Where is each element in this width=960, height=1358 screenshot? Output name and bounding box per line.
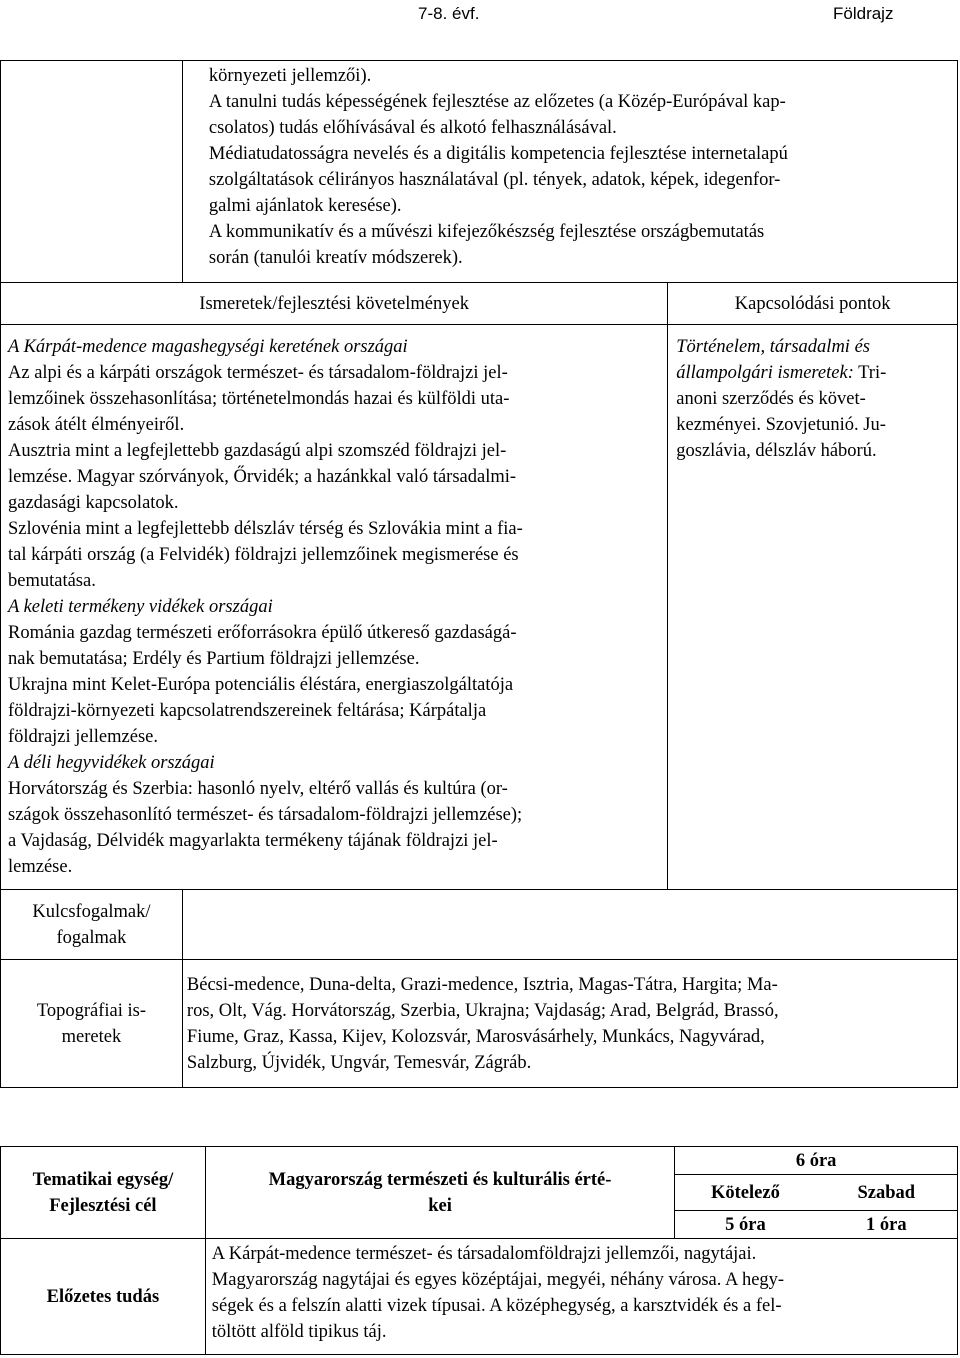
title-line: kei bbox=[428, 1195, 452, 1216]
connection-subject: Történelem, társadalmi és bbox=[676, 337, 870, 357]
table-row bbox=[1, 283, 958, 325]
text-line: Fiume, Graz, Kassa, Kijev, Kolozsvár, Marosvásárhely, Munkács, Nagyvárad, bbox=[186, 1027, 765, 1047]
topography-label bbox=[1, 960, 183, 1088]
mandatory-hours: 5 óra bbox=[675, 1211, 816, 1239]
keywords-content bbox=[182, 890, 957, 960]
table-row bbox=[1, 960, 958, 1088]
connection-text: anoni szerződés és követ- bbox=[676, 389, 866, 409]
label-line: meretek bbox=[61, 1026, 122, 1047]
text-line: Ukrajna mint Kelet-Európa potenciális éléstára, energiaszolgáltatója bbox=[8, 675, 514, 695]
subsection-title: A déli hegyvidékek országai bbox=[8, 753, 215, 773]
text-line: zások átélt élményeiről. bbox=[8, 415, 185, 435]
requirements-header: Ismeretek/fejlesztési követelmények bbox=[1, 283, 668, 325]
connection-line bbox=[676, 412, 957, 438]
text-line: nak bemutatása; Erdély és Partium földrajzi jellemzése. bbox=[8, 649, 420, 669]
text-line: A Kárpát-medence természet- és társadalomföldrajzi jellemzői, nagytájai. bbox=[211, 1244, 757, 1264]
connection-line bbox=[676, 438, 957, 464]
table-row bbox=[1, 325, 958, 890]
label-line: Fejlesztési cél bbox=[49, 1195, 157, 1216]
hours-total: 6 óra bbox=[675, 1147, 958, 1175]
text-line: Magyarország nagytájai és egyes középtájai, megyéi, néhány városa. A hegy- bbox=[211, 1270, 785, 1290]
text-line: földrajzi jellemzése. bbox=[8, 727, 158, 747]
text-line: ségek és a felszín alatti vizek típusai. A középhegység, a karsztvidék és a fel- bbox=[211, 1296, 782, 1316]
unit-label bbox=[1, 1147, 206, 1239]
text-line: lemzése. Magyar szórványok, Őrvidék; a hazánkkal való társadalmi- bbox=[8, 467, 517, 487]
text-line: során (tanulói kreatív módszerek). bbox=[208, 248, 463, 268]
text-line: bemutatása. bbox=[8, 571, 96, 591]
label-line: fogalmak bbox=[56, 927, 127, 948]
empty-cell bbox=[1, 61, 183, 283]
curriculum-table bbox=[0, 60, 958, 1088]
text-line: ros, Olt, Vág. Horvátország, Szerbia, Ukrajna; Vajdaság; Arad, Belgrád, Brassó, bbox=[186, 1001, 779, 1021]
free-label: Szabad bbox=[816, 1175, 958, 1211]
header-grade: 7-8. évf. bbox=[418, 4, 480, 23]
text-line: lemzőinek összehasonlítása; történetelmondás hazai és külföldi uta- bbox=[8, 389, 510, 409]
top-description-cell bbox=[182, 61, 957, 283]
connection-text: goszlávia, délszláv háború. bbox=[676, 441, 877, 461]
text-line: A kommunikatív és a művészi kifejezőkészség fejlesztése országbemutatás bbox=[208, 222, 765, 242]
subsection-title: A Kárpát-medence magashegységi keretének országai bbox=[8, 337, 408, 357]
prior-knowledge-content bbox=[205, 1239, 957, 1355]
text-line: Médiatudatosságra nevelés és a digitális kompetencia fejlesztése internetalapú bbox=[208, 144, 788, 164]
connection-subject: állampolgári ismeretek: bbox=[676, 363, 854, 383]
requirements-cell bbox=[1, 325, 668, 890]
connection-line bbox=[676, 360, 957, 386]
free-hours: 1 óra bbox=[816, 1211, 958, 1239]
unit-title bbox=[205, 1147, 674, 1239]
label-line: Kulcsfogalmak/ bbox=[32, 901, 151, 922]
connection-text: Tri- bbox=[853, 363, 887, 383]
text-line: szágok összehasonlító természet- és társadalom-földrajzi jellemzése); bbox=[8, 805, 523, 825]
topography-content bbox=[182, 960, 957, 1088]
keywords-label bbox=[1, 890, 183, 960]
connections-cell bbox=[668, 325, 958, 890]
header-subject: Földrajz bbox=[833, 4, 894, 23]
text-line: Románia gazdag természeti erőforrásokra épülő útkereső gazdaságá- bbox=[8, 623, 517, 643]
connection-text: kezményei. Szovjetunió. Ju- bbox=[676, 415, 886, 435]
text-line: Az alpi és a kárpáti országok természet- és társadalom-földrajzi jel- bbox=[8, 363, 508, 383]
subsection-title: A keleti termékeny vidékek országai bbox=[8, 597, 273, 617]
text-line: Bécsi-medence, Duna-delta, Grazi-medence, Isztria, Magas-Tátra, Hargita; Ma- bbox=[186, 975, 778, 995]
label-line: Tematikai egység/ bbox=[32, 1169, 174, 1190]
table-row bbox=[1, 890, 958, 960]
connections-header: Kapcsolódási pontok bbox=[668, 283, 958, 325]
connection-line bbox=[676, 334, 957, 360]
text-line: töltött alföld tipikus táj. bbox=[211, 1322, 387, 1342]
text-line: Szlovénia mint a legfejlettebb délszláv térség és Szlovákia mint a fia- bbox=[8, 519, 523, 539]
text-line: tal kárpáti ország (a Felvidék) földrajzi jellemzőinek megismerése és bbox=[8, 545, 519, 565]
table-row bbox=[1, 1239, 958, 1355]
text-line: gazdasági kapcsolatok. bbox=[8, 493, 179, 513]
text-line: lemzése. bbox=[8, 857, 73, 877]
prior-knowledge-label: Előzetes tudás bbox=[1, 1239, 206, 1355]
text-line: szolgáltatások célirányos használatával (pl. tények, adatok, képek, idegenfor- bbox=[208, 170, 781, 190]
label-line: Topográfiai is- bbox=[36, 1000, 147, 1021]
text-line: Salzburg, Újvidék, Ungvár, Temesvár, Zágráb. bbox=[186, 1053, 532, 1073]
table-row bbox=[1, 1147, 958, 1175]
text-line: Horvátország és Szerbia: hasonló nyelv, eltérő vallás és kultúra (or- bbox=[8, 779, 508, 799]
text-line: a Vajdaság, Délvidék magyarlakta termékeny tájának földrajzi jel- bbox=[8, 831, 498, 851]
text-line: Ausztria mint a legfejlettebb gazdaságú alpi szomszéd földrajzi jel- bbox=[8, 441, 507, 461]
text-line: A tanulni tudás képességének fejlesztése az előzetes (a Közép-Európával kap- bbox=[208, 92, 786, 112]
text-line: földrajzi-környezeti kapcsolatrendszereinek feltárása; Kárpátalja bbox=[8, 701, 487, 721]
connection-line bbox=[676, 386, 957, 412]
text-line: környezeti jellemzői). bbox=[208, 66, 372, 86]
mandatory-label: Kötelező bbox=[675, 1175, 816, 1211]
text-line: galmi ajánlatok keresése). bbox=[208, 196, 402, 216]
unit-table bbox=[0, 1146, 958, 1355]
title-line: Magyarország természeti és kulturális érté- bbox=[268, 1169, 612, 1190]
table-row bbox=[1, 61, 958, 283]
text-line: csolatos) tudás előhívásával és alkotó felhasználásával. bbox=[208, 118, 617, 138]
